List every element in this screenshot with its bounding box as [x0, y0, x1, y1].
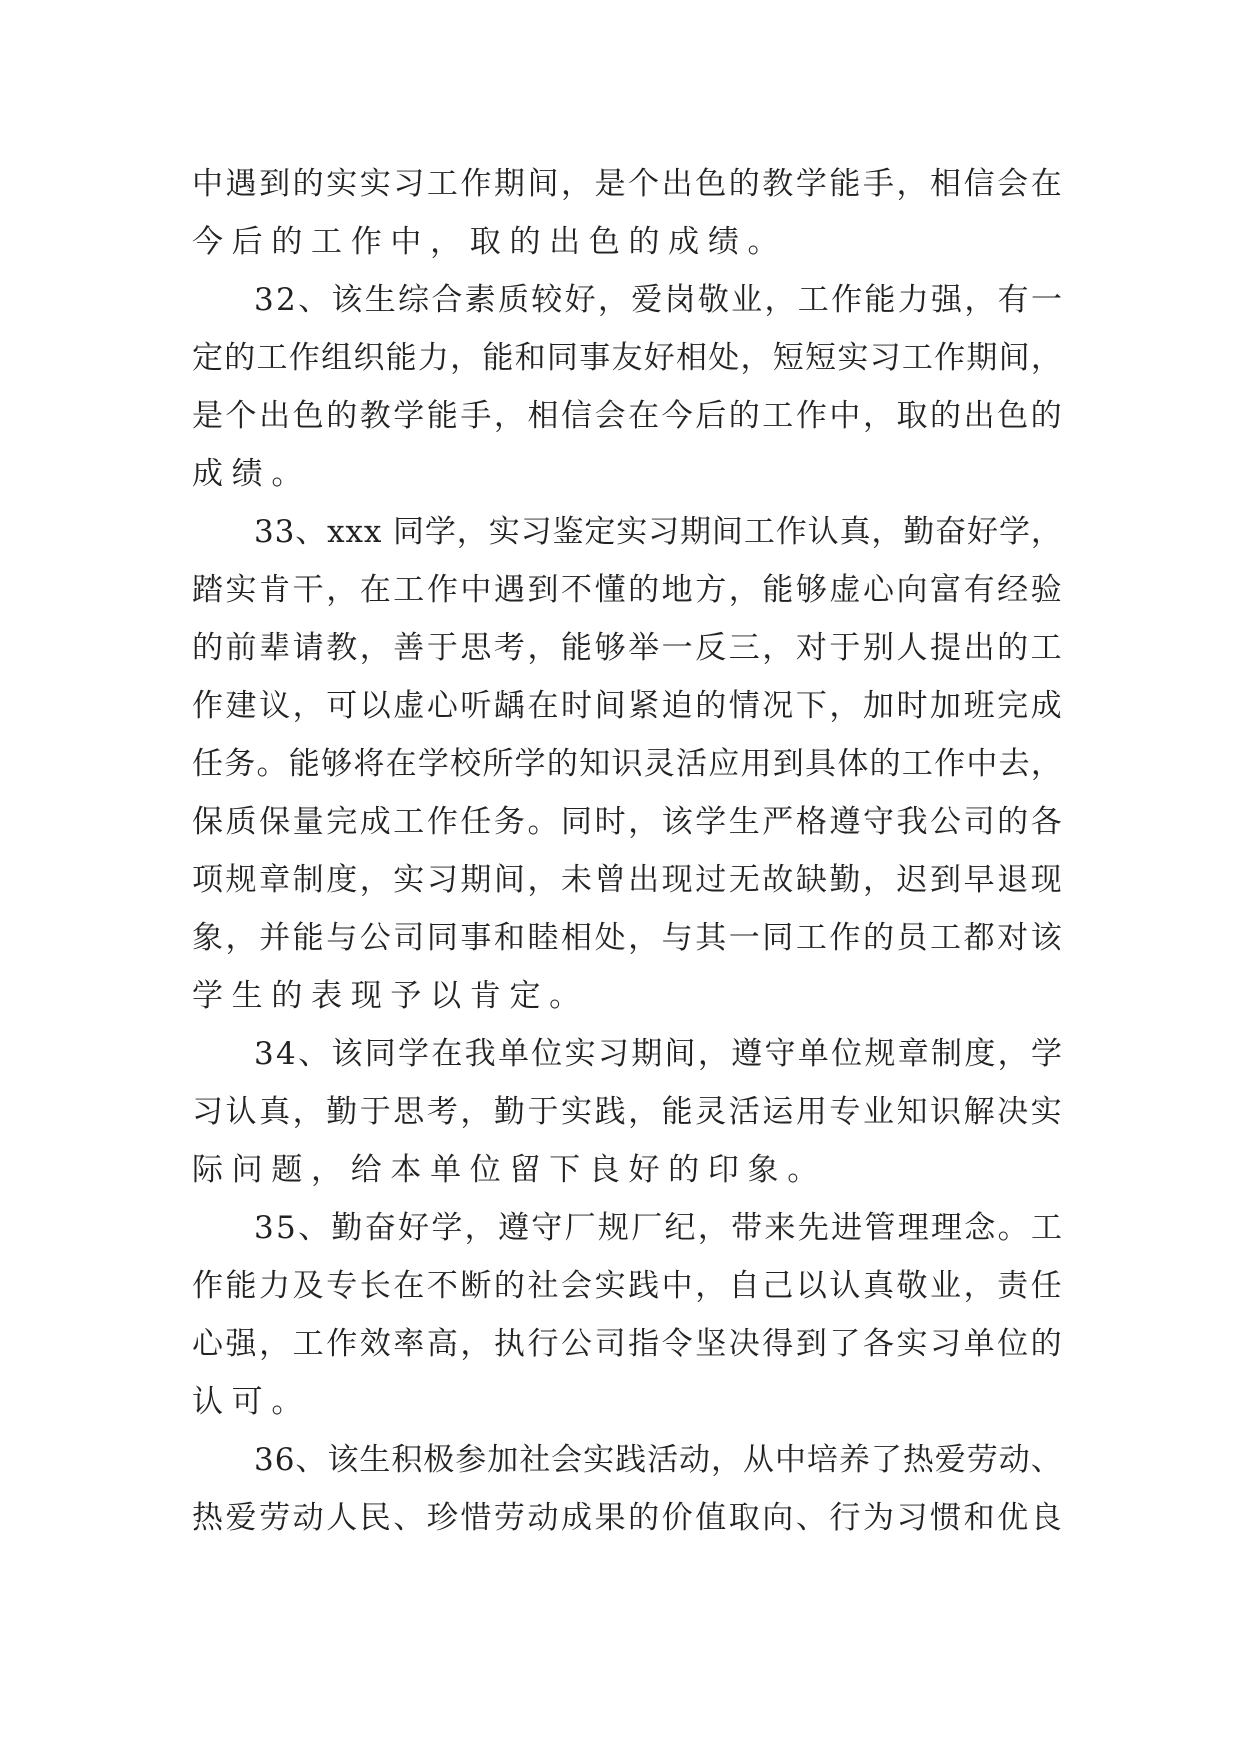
- text-line: [192, 329, 1062, 387]
- text-line: [192, 1489, 1062, 1547]
- text-line-content: 认可。: [192, 1384, 312, 1420]
- text-line: [192, 1431, 1062, 1489]
- text-line-content: 成绩。: [192, 456, 312, 492]
- text-line-content: 心 强 ， 工 作 效 率 高 ， 执 行 公 司 指 令 坚 决 得 到 了 各 实 习 单 位 的: [192, 1326, 1062, 1362]
- text-line-content: 保 质 保 量 完 成 工 作 任 务 。 同 时 ， 该 学 生 严 格 遵 守 我 公 司 的 各: [192, 804, 1062, 840]
- text-line: [192, 735, 1062, 793]
- text-line-content: 任 务 。 能 够 将 在 学 校 所 学 的 知 识 灵 活 应 用 到 具 体 的 工 作 中 去 ，: [192, 746, 1062, 782]
- text-line-content: 3 4 、 该 同 学 在 我 单 位 实 习 期 间 ， 遵 守 单 位 规 章 制 度 ， 学: [254, 1036, 1062, 1072]
- text-line: [192, 1257, 1062, 1315]
- text-line-content: 是 个 出 色 的 教 学 能 手 ， 相 信 会 在 今 后 的 工 作 中 ， 取 的 出 色 的: [192, 398, 1062, 434]
- document-body: [192, 155, 1062, 1547]
- text-line-content: 定 的 工 作 组 织 能 力 ， 能 和 同 事 友 好 相 处 ， 短 短 实 习 工 作 期 间 ，: [192, 340, 1062, 376]
- text-line: [192, 1199, 1062, 1257]
- text-line: [192, 1083, 1062, 1141]
- text-line: [192, 1373, 1062, 1431]
- text-line-content: 学生的表现予以肯定。: [192, 978, 589, 1014]
- text-line: [192, 677, 1062, 735]
- text-line: [192, 213, 1062, 271]
- text-line-content: 中 遇 到 的 实 实 习 工 作 期 间 ， 是 个 出 色 的 教 学 能 手 ， 相 信 会 在: [192, 166, 1062, 202]
- text-line: [192, 271, 1062, 329]
- text-line-content: 今后的工作中，取的出色的成绩。: [192, 224, 788, 260]
- text-line: [192, 793, 1062, 851]
- text-line-content: 3 5 、 勤 奋 好 学 ， 遵 守 厂 规 厂 纪 ， 带 来 先 进 管 理 理 念 。 工: [254, 1210, 1062, 1246]
- text-line-content: 项 规 章 制 度 ， 实 习 期 间 ， 未 曾 出 现 过 无 故 缺 勤 ， 迟 到 早 退 现: [192, 862, 1062, 898]
- text-line-content: 3 6 、 该 生 积 极 参 加 社 会 实 践 活 动 ， 从 中 培 养 了 热 爱 劳 动 、: [254, 1442, 1062, 1478]
- text-line: [192, 503, 1062, 561]
- text-line-content: 象 ， 并 能 与 公 司 同 事 和 睦 相 处 ， 与 其 一 同 工 作 的 员 工 都 对 该: [192, 920, 1062, 956]
- text-line-content: 作 能 力 及 专 长 在 不 断 的 社 会 实 践 中 ， 自 己 以 认 真 敬 业 ， 责 任: [192, 1268, 1062, 1304]
- text-line: [192, 1315, 1062, 1373]
- text-line: [192, 909, 1062, 967]
- text-line-content: 习 认 真 ， 勤 于 思 考 ， 勤 于 实 践 ， 能 灵 活 运 用 专 业 知 识 解 决 实: [192, 1094, 1062, 1130]
- text-line-content: 踏 实 肯 干 ， 在 工 作 中 遇 到 不 懂 的 地 方 ， 能 够 虚 心 向 富 有 经 验: [192, 572, 1062, 608]
- text-line: [192, 387, 1062, 445]
- text-line-content: 际问题，给本单位留下良好的印象。: [192, 1152, 827, 1188]
- text-line: [192, 967, 1062, 1025]
- text-line-content: 的 前 辈 请 教 ， 善 于 思 考 ， 能 够 举 一 反 三 ， 对 于 别 人 提 出 的 工: [192, 630, 1062, 666]
- text-line: [192, 445, 1062, 503]
- text-line: [192, 851, 1062, 909]
- text-line: [192, 1141, 1062, 1199]
- text-line-content: 作 建 议 ， 可 以 虚 心 听 龋 在 时 间 紧 迫 的 情 况 下 ， 加 时 加 班 完 成: [192, 688, 1062, 724]
- text-line-content: 3 2 、 该 生 综 合 素 质 较 好 ， 爱 岗 敬 业 ， 工 作 能 力 强 ， 有 一: [254, 282, 1062, 318]
- text-line: [192, 155, 1062, 213]
- text-line-content: 热 爱 劳 动 人 民 、 珍 惜 劳 动 成 果 的 价 值 取 向 、 行 为 习 惯 和 优 良: [192, 1500, 1062, 1536]
- text-line: [192, 619, 1062, 677]
- text-line-content: 3 3 、 x x x 同 学 ， 实 习 鉴 定 实 习 期 间 工 作 认 真 ， 勤 奋 好 学 ，: [254, 514, 1062, 550]
- text-line: [192, 1025, 1062, 1083]
- text-line: [192, 561, 1062, 619]
